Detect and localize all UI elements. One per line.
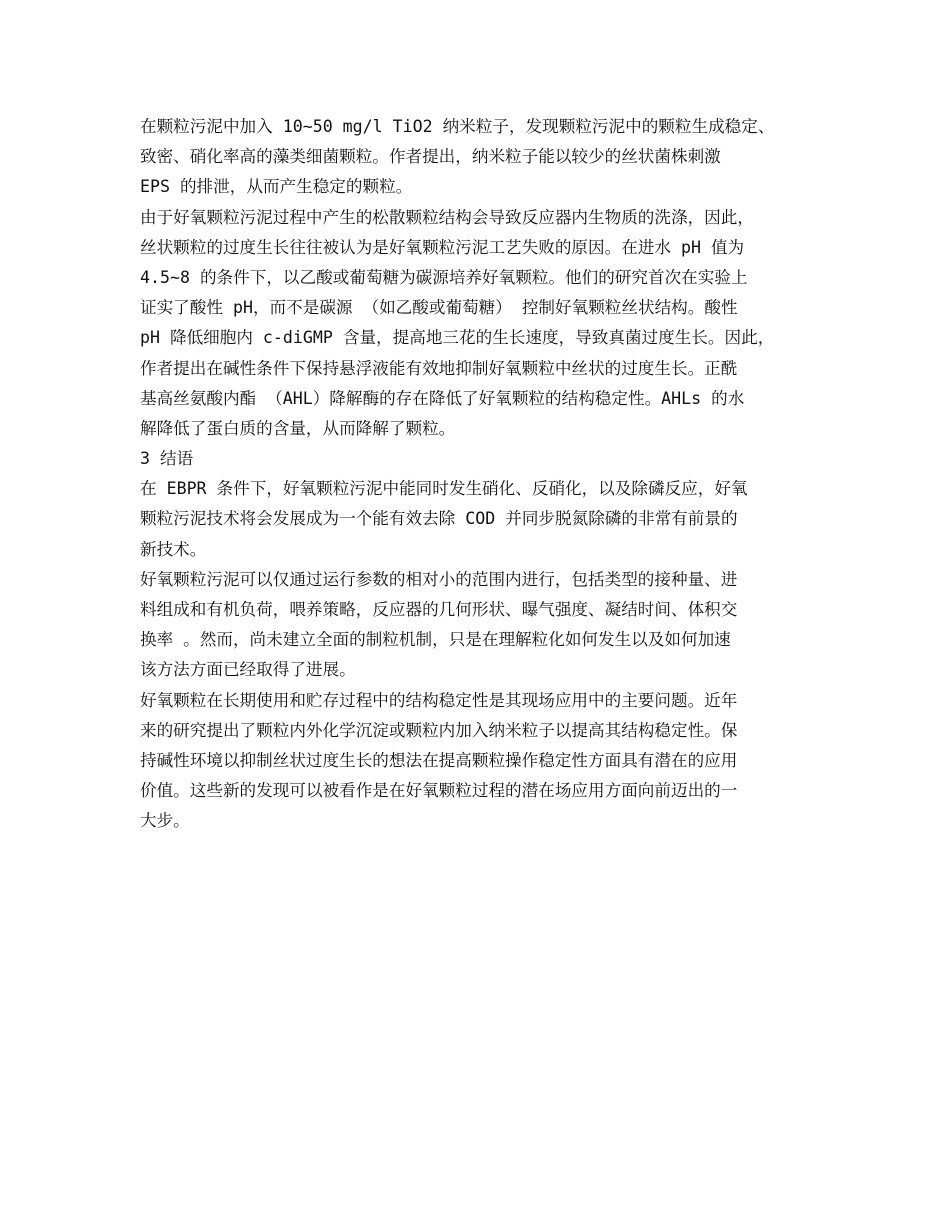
text-line: EPS 的排泄，从而产生稳定的颗粒。 — [140, 177, 413, 197]
text-line: 新技术。 — [140, 539, 207, 559]
text-line: 在 EBPR 条件下，好氧颗粒污泥中能同时发生硝化、反硝化，以及除磷反应，好氧 — [140, 479, 748, 499]
text-line: 换率 。然而，尚未建立全面的制粒机制，只是在理解粒化如何发生以及如何加速 — [140, 630, 731, 650]
document-body — [140, 112, 812, 837]
text-line: 大步。 — [140, 811, 190, 831]
text-line: 在颗粒污泥中加入 10~50 mg/l TiO2 纳米粒子，发现颗粒污泥中的颗粒生成稳定、 — [140, 117, 775, 136]
text-line: 由于好氧颗粒污泥过程中产生的松散颗粒结构会导致反应器内生物质的洗涤，因此， — [140, 207, 754, 227]
text-line: 解降低了蛋白质的含量，从而降解了颗粒。 — [140, 418, 456, 438]
text-line: 来的研究提出了颗粒内外化学沉淀或颗粒内加入纳米粒子以提高其结构稳定性。保 — [140, 720, 738, 740]
section-heading: 3 结语 — [140, 449, 194, 469]
text-line: pH 降低细胞内 c-diGMP 含量，提高地三花的生长速度，导致真菌过度生长。因此， — [140, 328, 775, 348]
text-line: 好氧颗粒污泥可以仅通过运行参数的相对小的范围内进行，包括类型的接种量、进 — [140, 569, 738, 589]
text-line: 持碱性环境以抑制丝状过度生长的想法在提高颗粒操作稳定性方面具有潜在的应用 — [140, 750, 738, 770]
text-line: 颗粒污泥技术将会发展成为一个能有效去除 COD 并同步脱氮除磷的非常有前景的 — [140, 509, 738, 529]
text-line: 4.5~8 的条件下，以乙酸或葡萄糖为碳源培养好氧颗粒。他们的研究首次在实验上 — [140, 267, 748, 287]
text-line: 价值。这些新的发现可以被看作是在好氧颗粒过程的潜在场应用方面向前迈出的一 — [140, 781, 738, 801]
text-line: 致密、硝化率高的藻类细菌颗粒。作者提出，纳米粒子能以较少的丝状菌株刺激 — [140, 147, 721, 167]
text-line: 料组成和有机负荷，喂养策略，反应器的几何形状、曝气强度、凝结时间、体积交 — [140, 600, 738, 619]
text-line: 基高丝氨酸内酯 （AHL）降解酶的存在降低了好氧颗粒的结构稳定性。AHLs 的水 — [140, 388, 745, 408]
text-line: 该方法方面已经取得了进展。 — [140, 660, 356, 680]
text-line: 丝状颗粒的过度生长往往被认为是好氧颗粒污泥工艺失败的原因。在进水 pH 值为 — [140, 237, 745, 257]
text-line: 证实了酸性 pH，而不是碳源 （如乙酸或葡萄糖） 控制好氧颗粒丝状结构。酸性 — [140, 298, 738, 318]
text-line: 好氧颗粒在长期使用和贮存过程中的结构稳定性是其现场应用中的主要问题。近年 — [140, 690, 738, 710]
text-line: 作者提出在碱性条件下保持悬浮液能有效地抑制好氧颗粒中丝状的过度生长。正酰 — [140, 358, 738, 378]
